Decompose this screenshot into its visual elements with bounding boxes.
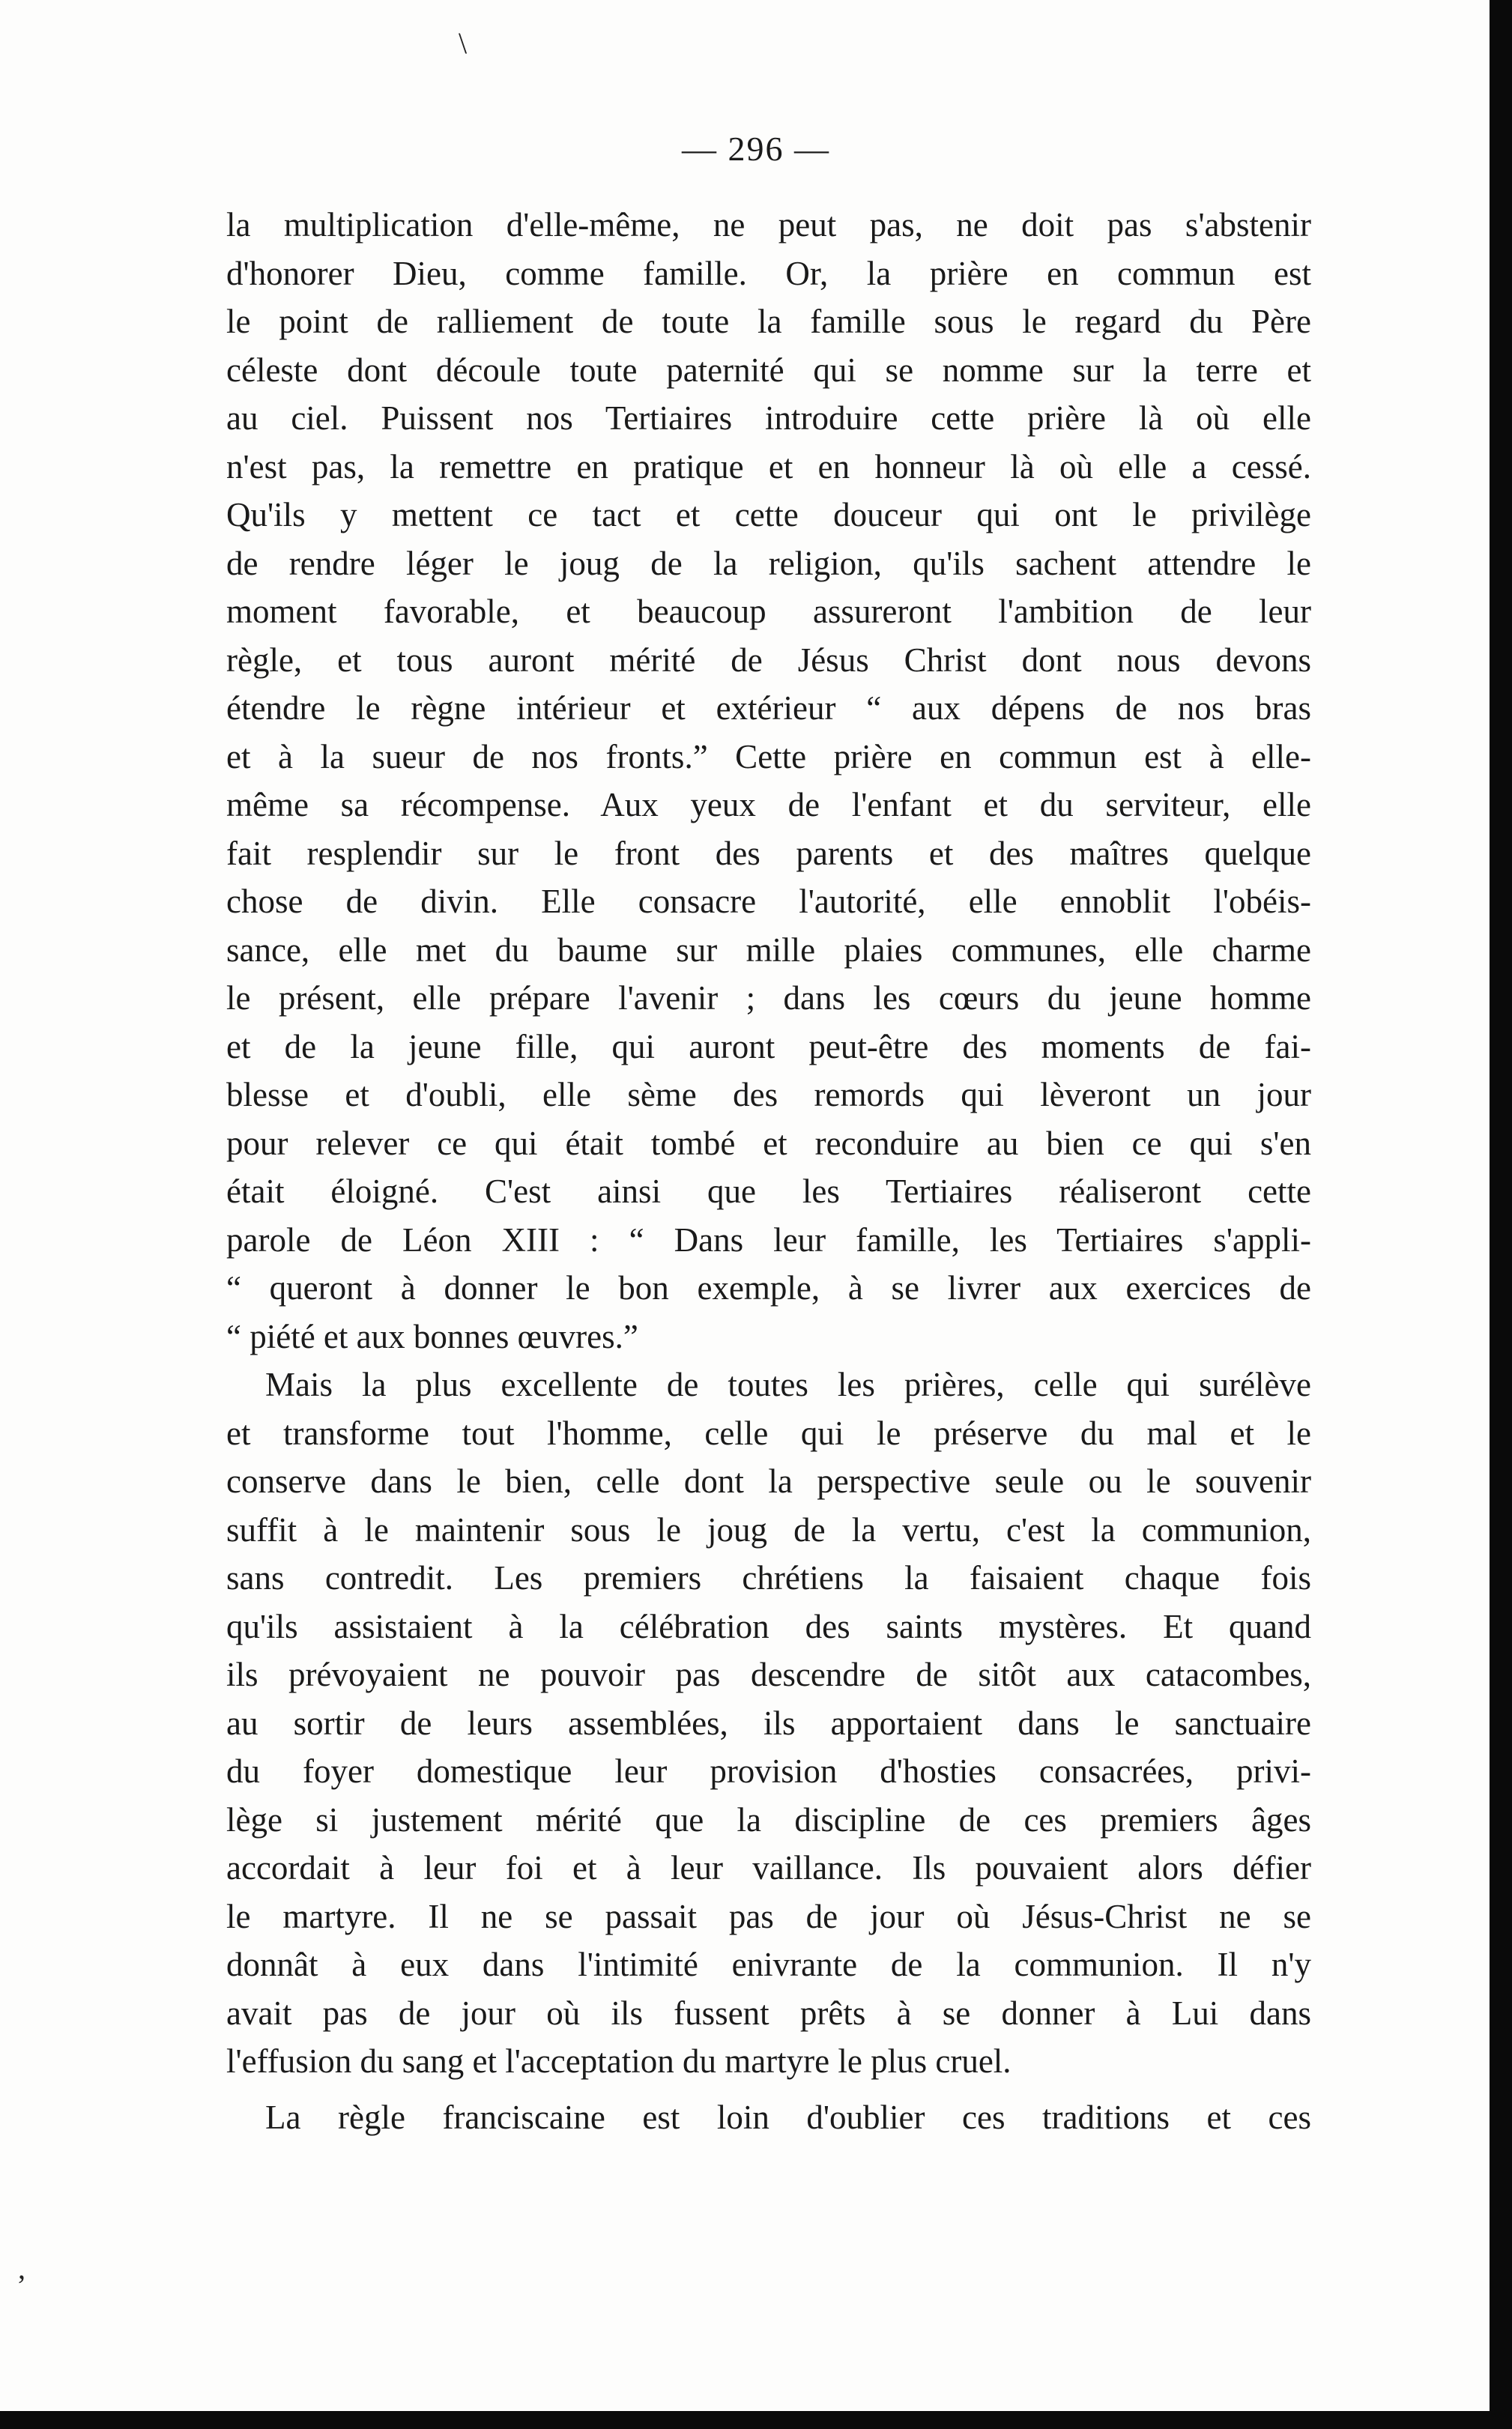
text-line: le point de ralliement de toute la famille sous le regard du Père — [226, 303, 1311, 340]
text-line: Mais la plus excellente de toutes les prières, celle qui surélève — [265, 1366, 1311, 1403]
text-line: chose de divin. Elle consacre l'autorité, elle ennoblit l'obéis- — [226, 883, 1311, 920]
text-line: La règle franciscaine est loin d'oublier ces traditions et ces — [265, 2098, 1311, 2136]
text-line: étendre le règne intérieur et extérieur “ aux dépens de nos bras — [226, 689, 1311, 727]
text-line: parole de Léon XIII : “ Dans leur famille, les Tertiaires s'appli- — [226, 1220, 1311, 1259]
text-line: d'honorer Dieu, comme famille. Or, la prière en commun est — [226, 254, 1311, 292]
text-line: pour relever ce qui était tombé et reconduire au bien ce qui s'en — [226, 1124, 1311, 1162]
text-line: avait pas de jour où ils fussent prêts à se donner à Lui dans — [226, 1994, 1311, 2032]
body-text — [226, 201, 1311, 2141]
text-line: même sa récompense. Aux yeux de l'enfant et du serviteur, elle — [226, 786, 1311, 823]
text-line: qu'ils assistaient à la célébration des saints mystères. Et quand — [226, 1607, 1311, 1645]
text-line: l'effusion du sang et l'acceptation du martyre le plus cruel. — [226, 2042, 1011, 2080]
text-line: accordait à leur foi et à leur vaillance. Ils pouvaient alors défier — [226, 1849, 1311, 1887]
scan-speck-mark: \ — [459, 26, 468, 60]
text-line: conserve dans le bien, celle dont la perspective seule ou le souvenir — [226, 1462, 1311, 1500]
text-line: ils prévoyaient ne pouvoir pas descendre de sitôt aux catacombes, — [226, 1656, 1311, 1693]
text-line: et transforme tout l'homme, celle qui le préserve du mal et le — [226, 1414, 1311, 1452]
text-line: était éloigné. C'est ainsi que les Tertiaires réaliseront cette — [226, 1173, 1311, 1210]
text-line: du foyer domestique leur provision d'hosties consacrées, privi- — [226, 1752, 1311, 1790]
text-line: moment favorable, et beaucoup assureront l'ambition de leur — [226, 593, 1311, 630]
scan-border-bottom — [0, 2411, 1512, 2429]
text-line: de rendre léger le joug de la religion, qu'ils sachent attendre le — [226, 544, 1311, 582]
text-line: règle, et tous auront mérité de Jésus Christ dont nous devons — [226, 641, 1311, 679]
text-line: “ piété et aux bonnes œuvres.” — [226, 1317, 638, 1355]
text-line: la multiplication d'elle-même, ne peut pas, ne doit pas s'abstenir — [226, 206, 1311, 243]
text-line: sans contredit. Les premiers chrétiens la faisaient chaque fois — [226, 1559, 1311, 1597]
text-line: n'est pas, la remettre en pratique et en honneur là où elle a cessé. — [226, 447, 1311, 486]
text-line: et de la jeune fille, qui auront peut-être des moments de fai- — [226, 1027, 1311, 1065]
text-line: donnât à eux dans l'intimité enivrante de la communion. Il n'y — [226, 1946, 1311, 1983]
text-line: lège si justement mérité que la discipline de ces premiers âges — [226, 1800, 1311, 1839]
text-line: au sortir de leurs assemblées, ils apportaient dans le sanctuaire — [226, 1704, 1311, 1742]
scan-border-right — [1490, 0, 1512, 2429]
text-line: suffit à le maintenir sous le joug de la vertu, c'est la communion, — [226, 1510, 1311, 1549]
text-line: le présent, elle prépare l'avenir ; dans les cœurs du jeune homme — [226, 979, 1311, 1017]
text-line: “ queront à donner le bon exemple, à se livrer aux exercices de — [226, 1269, 1311, 1307]
text-line: blesse et d'oubli, elle sème des remords qui lèveront un jour — [226, 1076, 1311, 1113]
text-line: Qu'ils y mettent ce tact et cette douceur qui ont le privilège — [226, 496, 1311, 533]
scan-speck-mark: , — [18, 2251, 25, 2285]
text-line: le martyre. Il ne se passait pas de jour où Jésus-Christ ne se — [226, 1897, 1311, 1935]
page-number: — 296 — — [682, 130, 830, 168]
text-line: et à la sueur de nos fronts.” Cette prière en commun est à elle- — [226, 737, 1311, 775]
text-line: céleste dont découle toute paternité qui se nomme sur la terre et — [226, 351, 1311, 389]
text-line: sance, elle met du baume sur mille plaies communes, elle charme — [226, 931, 1311, 969]
text-line: au ciel. Puissent nos Tertiaires introduire cette prière là où elle — [226, 399, 1311, 437]
text-line: fait resplendir sur le front des parents et des maîtres quelque — [226, 834, 1311, 872]
